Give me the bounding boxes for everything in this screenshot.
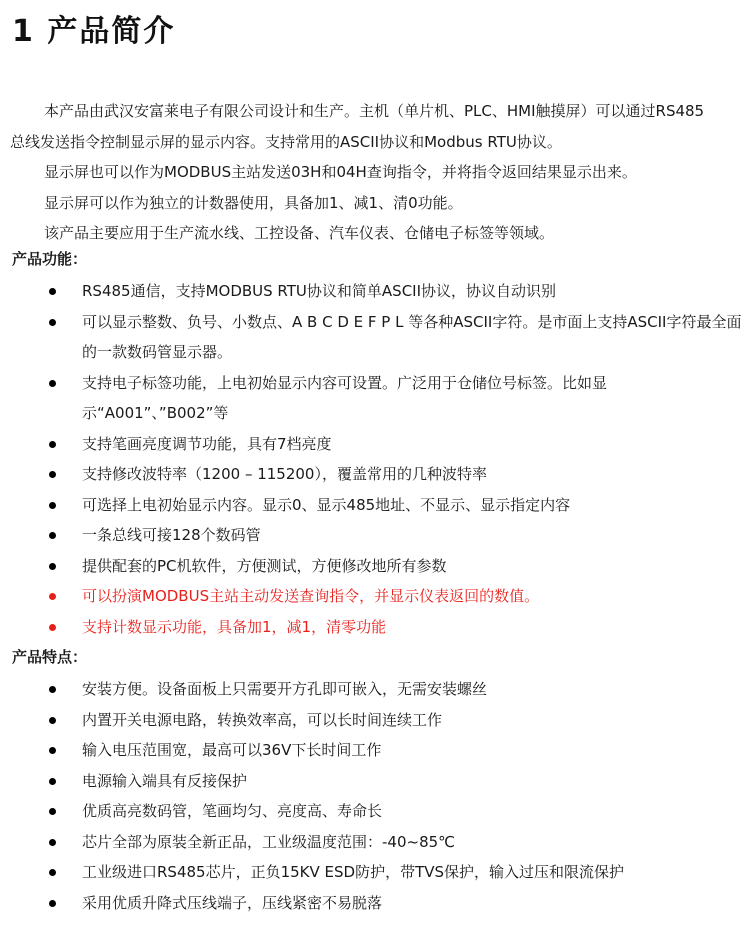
bullet-icon — [49, 839, 56, 846]
bullet-icon — [49, 593, 56, 600]
list-item: 芯片全部为原装全新正品，工业级温度范围：-40~85℃ — [0, 827, 750, 858]
intro-paragraph-1-line-2: 总线发送指令控制显示屏的显示内容。支持常用的ASCII协议和Modbus RTU协议。 — [10, 132, 562, 151]
bullet-icon — [49, 502, 56, 509]
bullet-icon — [49, 778, 56, 785]
list-item: 采用优质升降式压线端子，压线紧密不易脱落 — [0, 888, 750, 919]
bullet-icon — [49, 288, 56, 295]
list-item: 提供配套的PC机软件，方便测试，方便修改地所有参数 — [0, 551, 750, 582]
list-item: 安装方便。设备面板上只需要开方孔即可嵌入，无需安装螺丝 — [0, 674, 750, 705]
bullet-icon — [49, 717, 56, 724]
bullet-icon — [49, 747, 56, 754]
list-item: 工业级进口RS485芯片，正负15KV ESD防护，带TVS保护，输入过压和限流保护 — [0, 857, 750, 888]
list-item: 一条总线可接128个数码管 — [0, 520, 750, 551]
intro-paragraph-1-line-1: 本产品由武汉安富莱电子有限公司设计和生产。主机（单片机、PLC、HMI触摸屏）可以通过RS485 — [44, 102, 705, 120]
bullet-icon — [49, 563, 56, 570]
list-item: 支持修改波特率（1200 – 115200），覆盖常用的几种波特率 — [0, 459, 750, 490]
features-list — [0, 674, 750, 918]
intro-section — [10, 96, 742, 249]
list-item-highlight: 支持计数显示功能，具备加1，减1，清零功能 — [0, 612, 750, 643]
bullet-icon — [49, 471, 56, 478]
bullet-icon — [49, 624, 56, 631]
list-item: 可选择上电初始显示内容。显示0、显示485地址、不显示、显示指定内容 — [0, 490, 750, 521]
functions-heading: 产品功能： — [12, 250, 88, 268]
functions-list — [0, 276, 750, 642]
bullet-icon — [49, 869, 56, 876]
bullet-icon — [49, 900, 56, 907]
list-item: 输入电压范围宽，最高可以36V下长时间工作 — [0, 735, 750, 766]
bullet-icon — [49, 686, 56, 693]
intro-paragraph-4: 该产品主要应用于生产流水线、工控设备、汽车仪表、仓储电子标签等领域。 — [44, 224, 555, 242]
bullet-icon — [49, 380, 56, 387]
list-item: 电源输入端具有反接保护 — [0, 766, 750, 797]
features-heading: 产品特点： — [12, 648, 88, 666]
page-title: 1 产品简介 — [12, 14, 176, 49]
intro-paragraph-2: 显示屏也可以作为MODBUS主站发送03H和04H查询指令，并将指令返回结果显示出来。 — [44, 163, 637, 181]
bullet-icon — [49, 532, 56, 539]
list-item-highlight: 可以扮演MODBUS主站主动发送查询指令，并显示仪表返回的数值。 — [0, 581, 750, 612]
bullet-icon — [49, 319, 56, 326]
list-item: RS485通信，支持MODBUS RTU协议和简单ASCII协议，协议自动识别 — [0, 276, 750, 307]
list-item: 支持笔画亮度调节功能，具有7档亮度 — [0, 429, 750, 460]
bullet-icon — [49, 808, 56, 815]
list-item: 可以显示整数、负号、小数点、A B C D E F P L 等各种ASCII字符。是市面上支持ASCII字符最全面的一款数码管显示器。 — [0, 307, 750, 368]
list-item: 支持电子标签功能，上电初始显示内容可设置。广泛用于仓储位号标签。比如显示“A001”、”B002”等 — [0, 368, 750, 429]
list-item: 内置开关电源电路，转换效率高，可以长时间连续工作 — [0, 705, 750, 736]
list-item: 优质高亮数码管，笔画均匀、亮度高、寿命长 — [0, 796, 750, 827]
intro-paragraph-3: 显示屏可以作为独立的计数器使用，具备加1、减1、清0功能。 — [44, 193, 463, 212]
bullet-icon — [49, 441, 56, 448]
